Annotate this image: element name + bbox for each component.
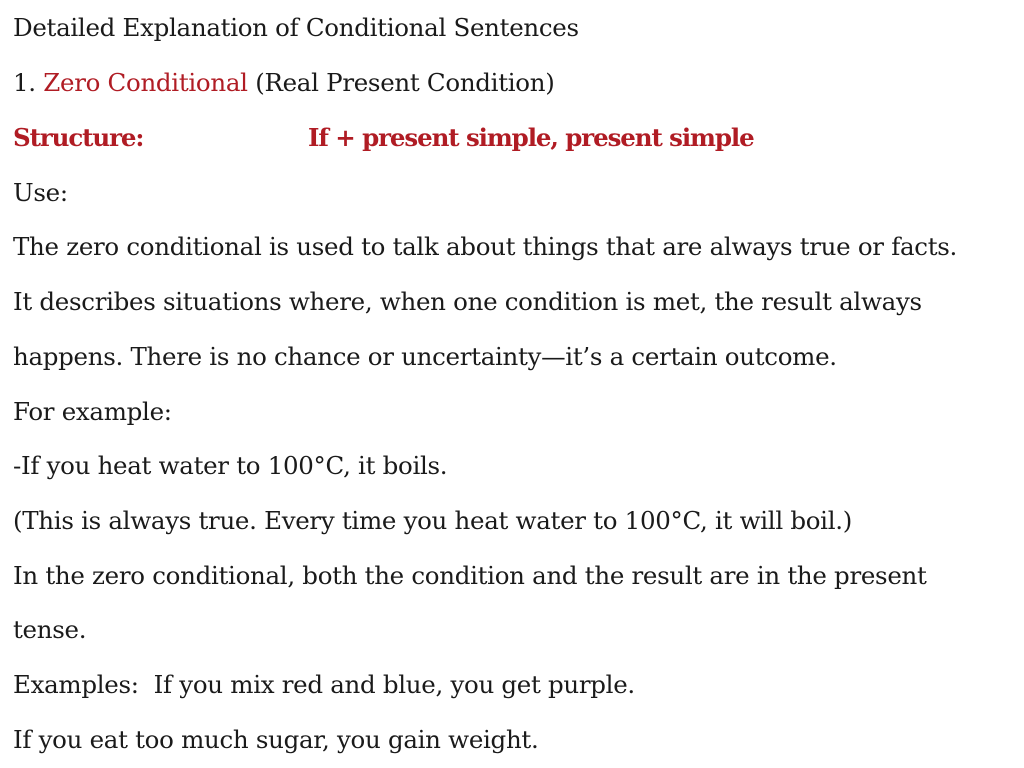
examples-row	[13, 670, 635, 700]
paragraph-line: It describes situations where, when one condition is met, the result always	[13, 287, 922, 316]
paragraph-line: happens. There is no chance or uncertainty—it’s a certain outcome.	[13, 342, 837, 371]
section-heading	[13, 68, 554, 98]
use-label: Use:	[13, 178, 68, 207]
example-sentence: -If you heat water to 100°C, it boils.	[13, 451, 448, 480]
document-title: Detailed Explanation of Conditional Sentences	[13, 13, 579, 42]
section-subtitle: (Real Present Condition)	[255, 68, 555, 97]
example-label: For example:	[13, 397, 172, 426]
structure-row	[13, 123, 1013, 153]
structure-formula: If + present simple, present simple	[308, 123, 754, 152]
tense-line: tense.	[13, 615, 87, 644]
example-item: If you mix red and blue, you get purple.	[153, 670, 635, 699]
examples-label: Examples:	[13, 670, 139, 699]
section-number: 1.	[13, 68, 36, 97]
example-note: (This is always true. Every time you heat water to 100°C, it will boil.)	[13, 506, 852, 535]
structure-label: Structure:	[13, 123, 144, 152]
section-name: Zero Conditional	[43, 68, 248, 97]
tense-line: In the zero conditional, both the condition and the result are in the present	[13, 561, 927, 590]
paragraph-line: The zero conditional is used to talk about things that are always true or facts.	[13, 232, 958, 261]
example-item: If you eat too much sugar, you gain weight.	[13, 725, 539, 754]
